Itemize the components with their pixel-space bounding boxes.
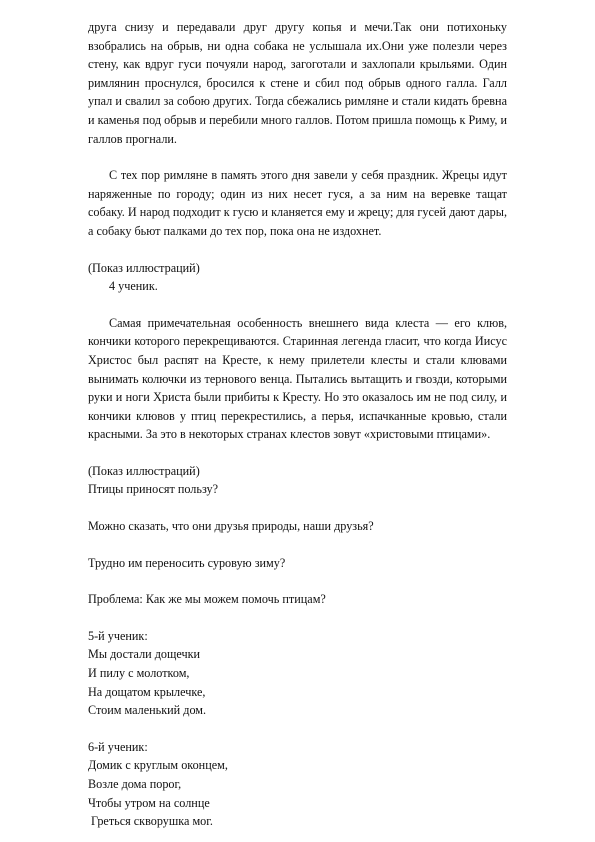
question-winter: Трудно им переносить суровую зиму?: [88, 555, 286, 570]
question-friends: Можно сказать, что они друзья природы, наши друзья?: [88, 519, 374, 534]
paragraph-geese-story: друга снизу и передавали друг другу копья и мечи.Так они потихоньку взобрались на обрыв, ни одна собака не услышала их.Они уже полезли через стену, как вдруг гуси почуяли народ, загоготали и захлопали крыльями. Один римлянин проснулся, бросился к стене и сбил под обрыв одного галла. Галл упал и свалил за собою других. Тогда сбежались римляне и стали кидать бревна и каменья под обрыв и перебили много галлов. Потом пришла помощь к Риму, и галлов прогнали.: [88, 20, 507, 146]
poem-line: Чтобы утром на солнце: [88, 795, 210, 810]
poem-line: Стоим маленький дом.: [88, 703, 207, 718]
show-illustrations-1: (Показ иллюстраций): [88, 260, 200, 275]
poem-student-5: [88, 627, 507, 720]
speaker-label: 5-й ученик:: [88, 628, 148, 643]
poem-line: Домик с круглым оконцем,: [88, 758, 228, 773]
poem-line: Греться скворушка мог.: [88, 814, 213, 829]
question-benefit: Птицы приносят пользу?: [88, 482, 219, 497]
show-illustrations-2: (Показ иллюстраций): [88, 463, 200, 478]
poem-line: И пилу с молотком,: [88, 666, 190, 681]
speaker-label: 6-й ученик:: [88, 739, 148, 754]
poem-line: На дощатом крылечке,: [88, 684, 206, 699]
problem-statement: Проблема: Как же мы можем помочь птицам?: [88, 592, 326, 607]
poem-line: Мы достали дощечки: [88, 647, 201, 662]
paragraph-crossbill: Самая примечательная особенность внешнего вида клеста — его клюв, кончики которого перекрещиваются. Старинная легенда гласит, что когда Иисус Христос был распят на Кресте, к нему прилетели клесты и стали клювами вынимать колючки из тернового венца. Пытались вытащить и гвозди, которыми руки и ноги Христа были прибиты к Кресту. Но это оказалось им не под силу, и кончики клювов у птиц перекрестились, а перья, испачканные кровью, стали красными. За это в некоторых странах клестов зовут «христовыми птицами».: [88, 315, 507, 442]
paragraph-holiday: С тех пор римляне в память этого дня завели у себя праздник. Жрецы идут наряженные по городу; один из них несет гуся, а за ним на веревке тащат собаку. И народ подходит к гусю и кланяется ему и жрецу; для гусей дают дары, а собаку бьют палками до тех пор, пока она не издохнет.: [88, 168, 507, 238]
student-4-label: 4 ученик.: [109, 279, 158, 294]
poem-student-6: [88, 738, 507, 831]
poem-line: Возле дома порог,: [88, 777, 182, 791]
